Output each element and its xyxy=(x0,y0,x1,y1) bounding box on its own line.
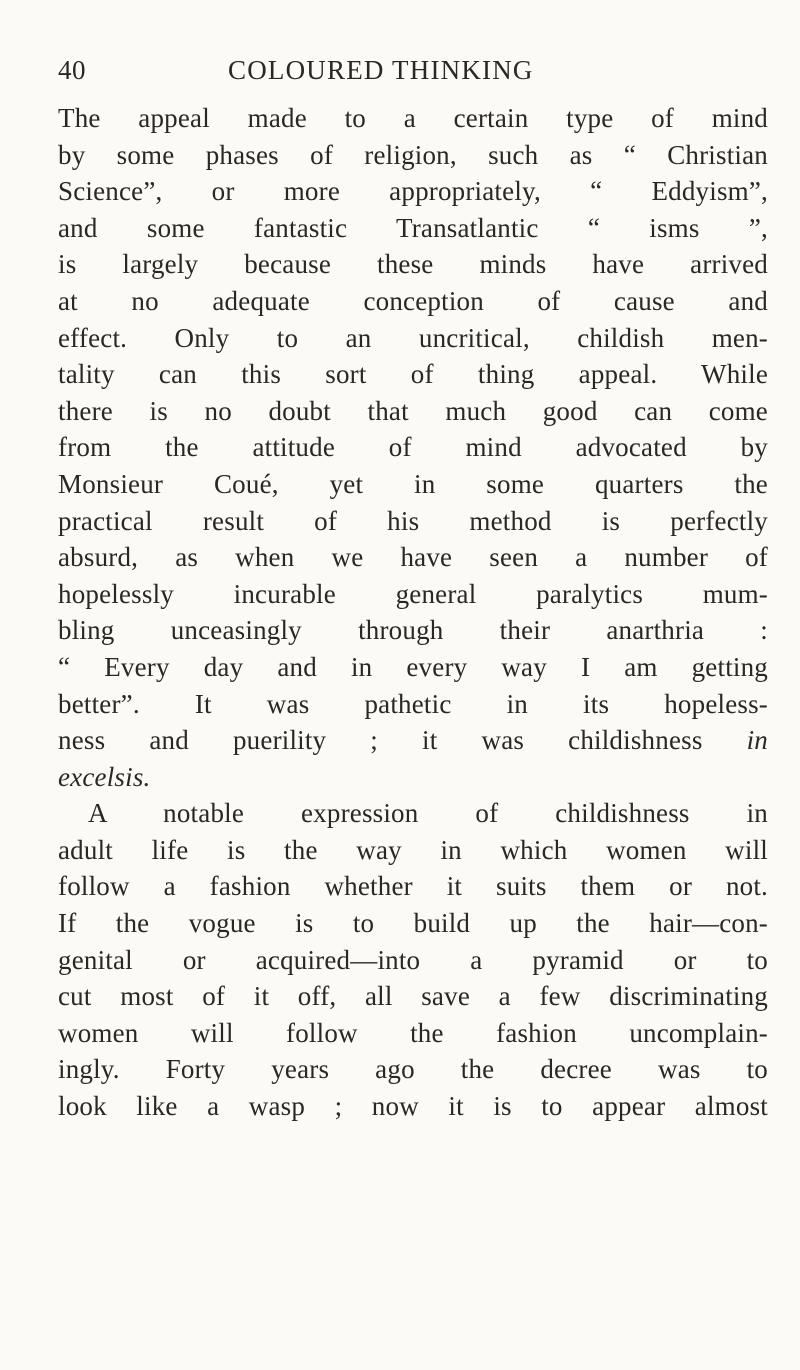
text-line: Science”, or more appropriately, “ Eddyism”, xyxy=(58,176,768,207)
running-title: COLOURED THINKING xyxy=(228,55,534,85)
text-line: cut most of it off, all save a few discriminating xyxy=(58,981,768,1012)
text-line: The appeal made to a certain type of mind xyxy=(58,103,768,133)
text-line: tality can this sort of thing appeal. While xyxy=(58,359,768,390)
text-line-italic: excelsis. xyxy=(58,761,151,792)
text-line: adult life is the way in which women will xyxy=(58,834,768,865)
text-line: at no adequate conception of cause and xyxy=(58,285,768,316)
running-head xyxy=(58,50,758,90)
text-line: practical result of his method is perfectly xyxy=(58,505,768,536)
text-line: Monsieur Coué, yet in some quarters the xyxy=(58,468,768,499)
text-line: follow a fashion whether it suits them or not. xyxy=(58,871,768,902)
text-line: is largely because these minds have arrived xyxy=(58,249,768,280)
text-line: look like a wasp ; now it is to appear almost xyxy=(58,1091,768,1122)
text-line xyxy=(58,722,768,759)
italic-phrase: in xyxy=(746,725,769,756)
text-line: “ Every day and in every way I am getting xyxy=(58,651,768,682)
paragraph-first-line: A notable expression of childishness in xyxy=(88,798,768,829)
body-text xyxy=(58,100,768,1125)
text-line: there is no doubt that much good can come xyxy=(58,395,768,426)
text-line: If the vogue is to build up the hair—con- xyxy=(58,908,768,939)
page-number: 40 xyxy=(58,55,86,85)
text-line: by some phases of religion, such as “ Christian xyxy=(58,139,768,170)
text-line: genital or acquired—into a pyramid or to xyxy=(58,944,768,975)
text-line: effect. Only to an uncritical, childish men- xyxy=(58,322,768,353)
text-line: from the attitude of mind advocated by xyxy=(58,432,768,463)
text-line: ingly. Forty years ago the decree was to xyxy=(58,1054,768,1085)
text-line: absurd, as when we have seen a number of xyxy=(58,542,768,573)
text-line-segment: ness and puerility ; it was childishness xyxy=(58,725,703,756)
text-line: better”. It was pathetic in its hopeless- xyxy=(58,688,768,719)
text-line: women will follow the fashion uncomplain- xyxy=(58,1017,768,1048)
text-line: and some fantastic Transatlantic “ isms ”, xyxy=(58,212,768,243)
text-line: bling unceasingly through their anarthria : xyxy=(58,615,768,646)
text-line: hopelessly incurable general paralytics mum- xyxy=(58,578,768,609)
